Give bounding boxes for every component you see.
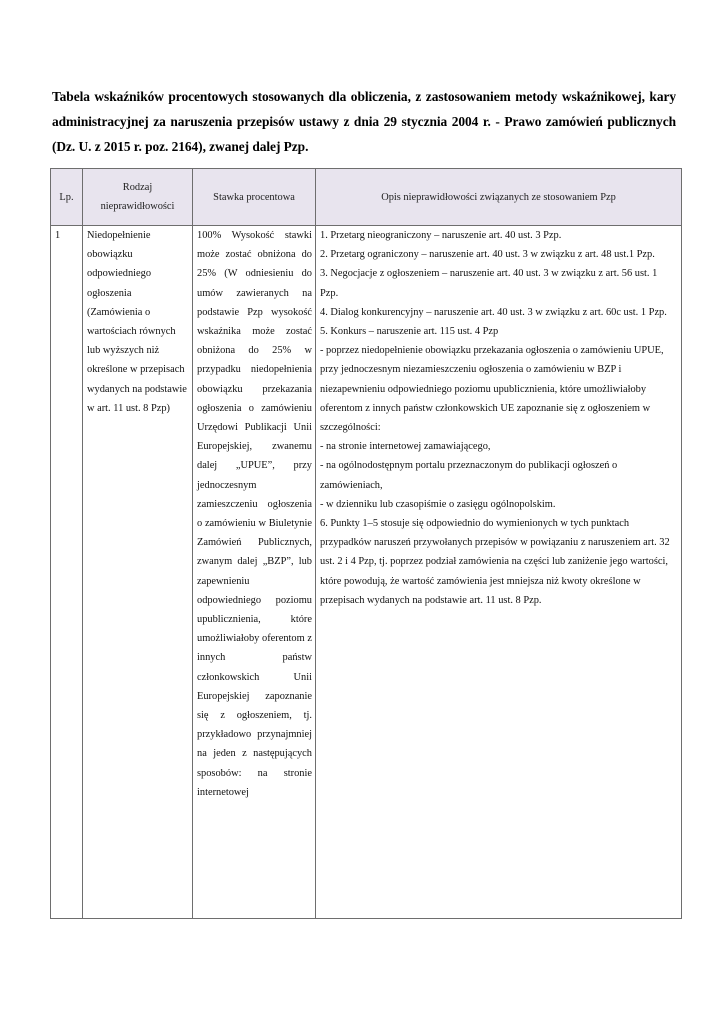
row-number: 1 xyxy=(55,230,61,241)
header-lp: Lp. xyxy=(51,169,83,226)
description-line: 1. Przetarg nieograniczony – naruszenie art. 40 ust. 3 Pzp. xyxy=(320,230,562,241)
penalty-rates-table xyxy=(50,168,682,919)
description-line: 4. Dialog konkurencyjny – naruszenie art. 40 ust. 3 w związku z art. 60c ust. 1 Pzp. xyxy=(320,306,667,318)
description-line: 5. Konkurs – naruszenie art. 115 ust. 4 Pzp xyxy=(320,326,499,338)
document-title: Tabela wskaźników procentowych stosowanych dla obliczenia, z zastosowaniem metody wskaźnikowej, kary administracyjnej za naruszenia przepisów ustawy z dnia 29 stycznia 2004 r. - Prawo zamówień publicznych (Dz. U. z 2015 r. poz. 2164), zwanej dalej Pzp. xyxy=(52,89,676,154)
header-rodzaj-label: Rodzaj nieprawidłowości xyxy=(100,182,175,212)
description-line: - poprzez niedopełnienie obowiązku przekazania ogłoszenia o zamówieniu UPUE, przy jednoczesnym niezamieszczeniu ogłoszenia o zamówieniu w BZP i niezapewnieniu odpowiedniego poziomu upublicznienia, które umożliwiałoby oferentom z innych państw członkowskich UE zapoznanie się z ogłoszeniem w szczególności: xyxy=(320,345,664,434)
description-line: - na ogólnodostępnym portalu przeznaczonym do publikacji ogłoszeń o zamówieniach, xyxy=(320,460,618,491)
cell-opis xyxy=(316,226,682,919)
description-line: - w dzienniku lub czasopiśmie o zasięgu ogólnopolskim. xyxy=(320,498,556,510)
header-rodzaj xyxy=(83,169,193,226)
description-line: 2. Przetarg ograniczony – naruszenie art. 40 ust. 3 w związku z art. 48 ust.1 Pzp. xyxy=(320,249,655,261)
table-header-row xyxy=(51,169,682,226)
irregularity-type: Niedopełnienie obowiązku odpowiedniego ogłoszenia (Zamówienia o wartościach równych lub wyższych niż określone w przepisach wydanych na podstawie w art. 11 ust. 8 Pzp) xyxy=(87,230,187,414)
irregularity-description xyxy=(316,226,681,610)
rate-description: 100% Wysokość stawki może zostać obniżona do 25% (W odniesieniu do umów zawieranych na podstawie Pzp wysokość wskaźnika może zostać obniżona do 25% w przypadku niedopełnienia obowiązku przekazania ogłoszenia o zamówieniu Urzędowi Publikacji Unii Europejskiej, zwanemu dalej „UPUE”, przy jednoczesnym zamieszczeniu ogłoszenia o zamówieniu w Biuletynie Zamówień Publicznych, zwanym dalej „BZP”, lub zapewnieniu odpowiedniego poziomu upublicznienia, które umożliwiałoby oferentom z innych państw członkowskich Unii Europejskiej zapoznanie się z ogłoszeniem, tj. przykładowo przynajmniej na jeden z następujących sposobów: na stronie internetowej xyxy=(197,230,312,798)
header-opis: Opis nieprawidłowości związanych ze stosowaniem Pzp xyxy=(316,169,682,226)
cell-lp xyxy=(51,226,83,919)
header-stawka: Stawka procentowa xyxy=(193,169,316,226)
description-line: - na stronie internetowej zamawiającego, xyxy=(320,441,491,453)
description-line: 6. Punkty 1–5 stosuje się odpowiednio do wymienionych w tych punktach przypadków naruszeń przywołanych przepisów w powiązaniu z naruszeniem art. 32 ust. 2 i 4 Pzp, tj. poprzez podział zamówienia na części lub zaniżenie jego wartości, które powodują, że wartość zamówienia jest mniejsza niż kwoty określone w przepisach wydanych na podstawie art. 11 ust. 8 Pzp. xyxy=(320,518,670,606)
description-line: 3. Negocjacje z ogłoszeniem – naruszenie art. 40 ust. 3 w związku z art. 56 ust. 1 Pzp. xyxy=(320,268,658,299)
table-row xyxy=(51,226,682,919)
cell-rodzaj xyxy=(83,226,193,919)
cell-stawka xyxy=(193,226,316,919)
